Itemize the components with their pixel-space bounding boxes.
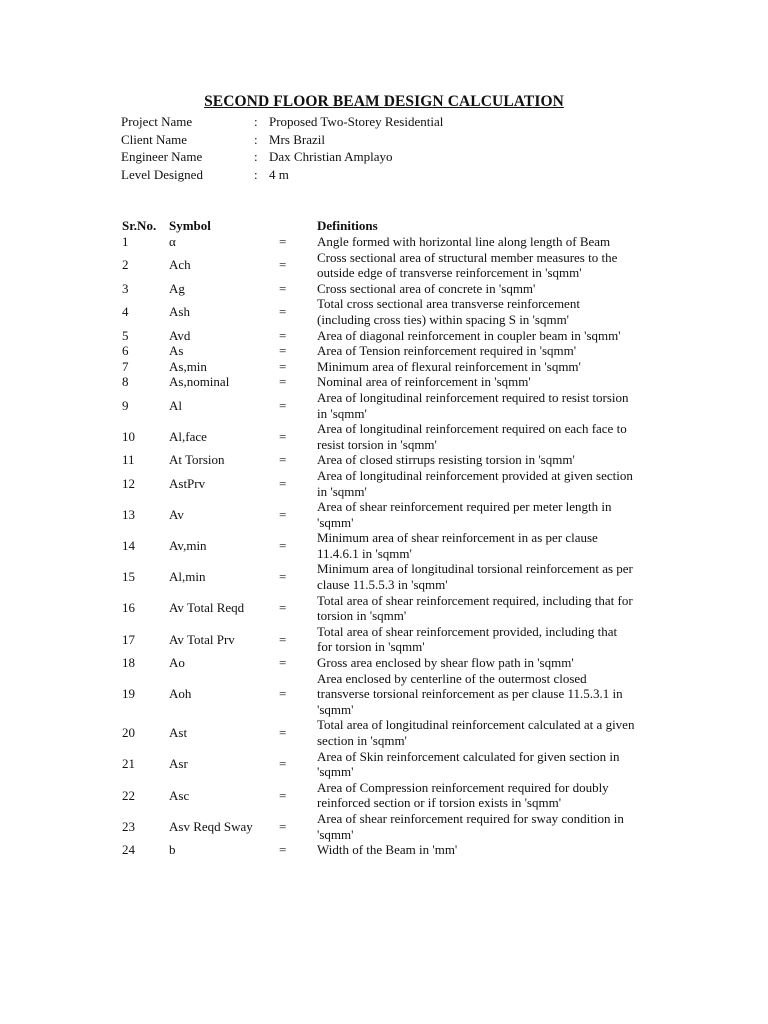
row-equals: = (279, 280, 287, 296)
row-equals: = (279, 842, 287, 858)
row-equals: = (279, 257, 287, 273)
row-sr-no: 12 (122, 475, 135, 491)
row-sr-no: 10 (122, 428, 135, 444)
row-equals: = (279, 358, 287, 374)
info-separator: : (254, 149, 258, 165)
row-symbol: Aoh (169, 686, 192, 702)
row-sr-no: 3 (122, 280, 129, 296)
info-label: Project Name (121, 114, 193, 129)
row-sr-no: 13 (122, 506, 135, 522)
table-row (121, 842, 641, 858)
info-value: 4 m (269, 166, 289, 182)
row-definition: Minimum area of longitudinal torsional reinforcement as per clause 11.5.5.3 in 'sqmm' (317, 561, 633, 593)
row-sr-no: 8 (122, 374, 129, 390)
row-definition: Minimum area of flexural reinforcement in 'sqmm' (317, 358, 581, 374)
table-row (121, 811, 641, 842)
row-symbol: AstPrv (169, 475, 206, 491)
row-sr-no: 4 (122, 304, 129, 320)
row-equals: = (279, 343, 287, 359)
row-symbol: α (169, 234, 176, 249)
row-equals: = (279, 234, 287, 249)
row-symbol: Ao (169, 655, 185, 671)
row-definition: Cross sectional area of concrete in 'sqmm' (317, 280, 536, 296)
row-symbol: As (169, 343, 184, 359)
table-row (121, 296, 641, 327)
row-equals: = (279, 452, 287, 468)
row-definition: Area of closed stirrups resisting torsion in 'sqmm' (317, 452, 575, 468)
row-definition: Area of diagonal reinforcement in coupler beam in 'sqmm' (317, 327, 621, 343)
table-row (121, 374, 641, 390)
row-definition: Area enclosed by centerline of the outermost closed transverse torsional reinforcement as per clause 11.5.3.1 in 'sqmm' (317, 670, 623, 717)
row-equals: = (279, 725, 287, 741)
row-definition: Total area of shear reinforcement required, including that for torsion in 'sqmm' (317, 592, 633, 624)
row-sr-no: 7 (122, 358, 129, 374)
row-sr-no: 15 (122, 569, 135, 585)
row-symbol: Av Total Reqd (169, 600, 245, 616)
row-equals: = (279, 304, 287, 320)
row-definition: Area of shear reinforcement required per meter length in 'sqmm' (317, 499, 612, 530)
info-value: Mrs Brazil (269, 131, 325, 147)
row-definition: Area of shear reinforcement required for sway condition in 'sqmm' (317, 810, 624, 842)
table-header (121, 217, 641, 234)
row-sr-no: 18 (122, 655, 135, 671)
table-row (121, 468, 641, 499)
table-row (121, 655, 641, 671)
row-equals: = (279, 327, 287, 343)
info-separator: : (254, 114, 258, 129)
row-symbol: Asr (169, 756, 188, 772)
table-row (121, 530, 641, 561)
row-equals: = (279, 818, 287, 834)
table-row (121, 390, 641, 421)
row-equals: = (279, 506, 287, 522)
row-symbol: As,nominal (169, 374, 230, 390)
row-sr-no: 14 (122, 538, 135, 554)
row-equals: = (279, 600, 287, 616)
row-symbol: As,min (169, 358, 207, 374)
row-equals: = (279, 475, 287, 491)
table-row (121, 561, 641, 592)
row-equals: = (279, 655, 287, 671)
row-symbol: Avd (169, 327, 191, 343)
row-sr-no: 17 (122, 631, 135, 647)
table-row (121, 328, 641, 344)
row-sr-no: 2 (122, 257, 129, 273)
row-symbol: Av,min (169, 538, 207, 554)
row-definition: Area of Compression reinforcement required for doubly reinforced section or if torsion exists in 'sqmm' (317, 779, 609, 811)
row-symbol: Ast (169, 725, 188, 741)
row-symbol: Asc (169, 787, 190, 803)
table-row (121, 359, 641, 375)
table-row (121, 421, 641, 452)
info-value: Dax Christian Amplayo (269, 149, 393, 165)
row-symbol: Asv Reqd Sway (169, 818, 253, 834)
row-definition: Cross sectional area of structural member measures to the outside edge of transverse reinforcement in 'sqmm' (317, 249, 618, 281)
row-equals: = (279, 756, 287, 772)
row-definition: Area of Skin reinforcement calculated for given section in 'sqmm' (317, 748, 620, 780)
table-row (121, 780, 641, 811)
table-row (121, 234, 641, 250)
table-row (121, 250, 641, 281)
row-symbol: Av Total Prv (169, 631, 235, 647)
row-definition: Area of longitudinal reinforcement required to resist torsion in 'sqmm' (317, 389, 629, 421)
header-definitions: Definitions (317, 218, 378, 233)
row-sr-no: 5 (122, 327, 129, 343)
row-definition: Gross area enclosed by shear flow path in 'sqmm' (317, 655, 574, 671)
info-value: Proposed Two-Storey Residential (269, 114, 444, 129)
info-label: Client Name (121, 131, 188, 147)
row-sr-no: 1 (122, 234, 129, 249)
row-equals: = (279, 538, 287, 554)
row-sr-no: 9 (122, 397, 129, 413)
table-row (121, 499, 641, 530)
row-symbol: Av (169, 506, 184, 522)
info-label: Engineer Name (121, 149, 203, 165)
row-equals: = (279, 397, 287, 413)
header-symbol: Symbol (169, 218, 211, 233)
table-body (121, 234, 641, 858)
row-definition: Total area of shear reinforcement provided, including that for torsion in 'sqmm' (317, 623, 618, 655)
table-row (121, 671, 641, 718)
definitions-table (121, 217, 641, 858)
row-equals: = (279, 686, 287, 702)
table-row (121, 624, 641, 655)
row-equals: = (279, 787, 287, 803)
row-sr-no: 24 (122, 842, 135, 858)
row-sr-no: 19 (122, 686, 135, 702)
row-sr-no: 20 (122, 725, 135, 741)
row-sr-no: 16 (122, 600, 135, 616)
row-definition: Total cross sectional area transverse reinforcement (including cross ties) within spacing S in 'sqmm' (317, 296, 580, 327)
row-definition: Area of longitudinal reinforcement provided at given section in 'sqmm' (317, 467, 633, 499)
row-symbol: b (169, 842, 176, 858)
table-row (121, 717, 641, 748)
info-label: Level Designed (121, 166, 203, 182)
row-symbol: Ach (169, 257, 191, 273)
row-equals: = (279, 428, 287, 444)
row-definition: Width of the Beam in 'mm' (317, 842, 458, 858)
row-equals: = (279, 374, 287, 390)
row-sr-no: 6 (122, 343, 129, 359)
table-row (121, 281, 641, 297)
row-symbol: Ash (169, 304, 190, 320)
row-symbol: Al,min (169, 569, 206, 585)
info-separator: : (254, 131, 258, 147)
row-symbol: Al (169, 397, 182, 413)
table-row (121, 749, 641, 780)
document-title: SECOND FLOOR BEAM DESIGN CALCULATION (204, 93, 564, 110)
row-definition: Minimum area of shear reinforcement in as per clause 11.4.6.1 in 'sqmm' (317, 530, 598, 561)
row-sr-no: 21 (122, 756, 135, 772)
row-symbol: At Torsion (169, 452, 225, 468)
row-sr-no: 22 (122, 787, 135, 803)
row-symbol: Ag (169, 280, 185, 296)
row-definition: Nominal area of reinforcement in 'sqmm' (317, 374, 531, 390)
header-sr-no: Sr.No. (122, 218, 157, 233)
row-sr-no: 23 (122, 818, 135, 834)
row-definition: Area of Tension reinforcement required in 'sqmm' (317, 343, 577, 359)
info-separator: : (254, 166, 258, 182)
table-row (121, 593, 641, 624)
table-row (121, 343, 641, 359)
row-definition: Area of longitudinal reinforcement required on each face to resist torsion in 'sqmm' (317, 421, 627, 452)
row-definition: Total area of longitudinal reinforcement calculated at a given section in 'sqmm' (317, 717, 635, 748)
row-definition: Angle formed with horizontal line along length of Beam (317, 234, 611, 249)
row-equals: = (279, 631, 287, 647)
table-row (121, 452, 641, 468)
row-sr-no: 11 (122, 452, 135, 468)
row-equals: = (279, 569, 287, 585)
row-symbol: Al,face (169, 428, 207, 444)
